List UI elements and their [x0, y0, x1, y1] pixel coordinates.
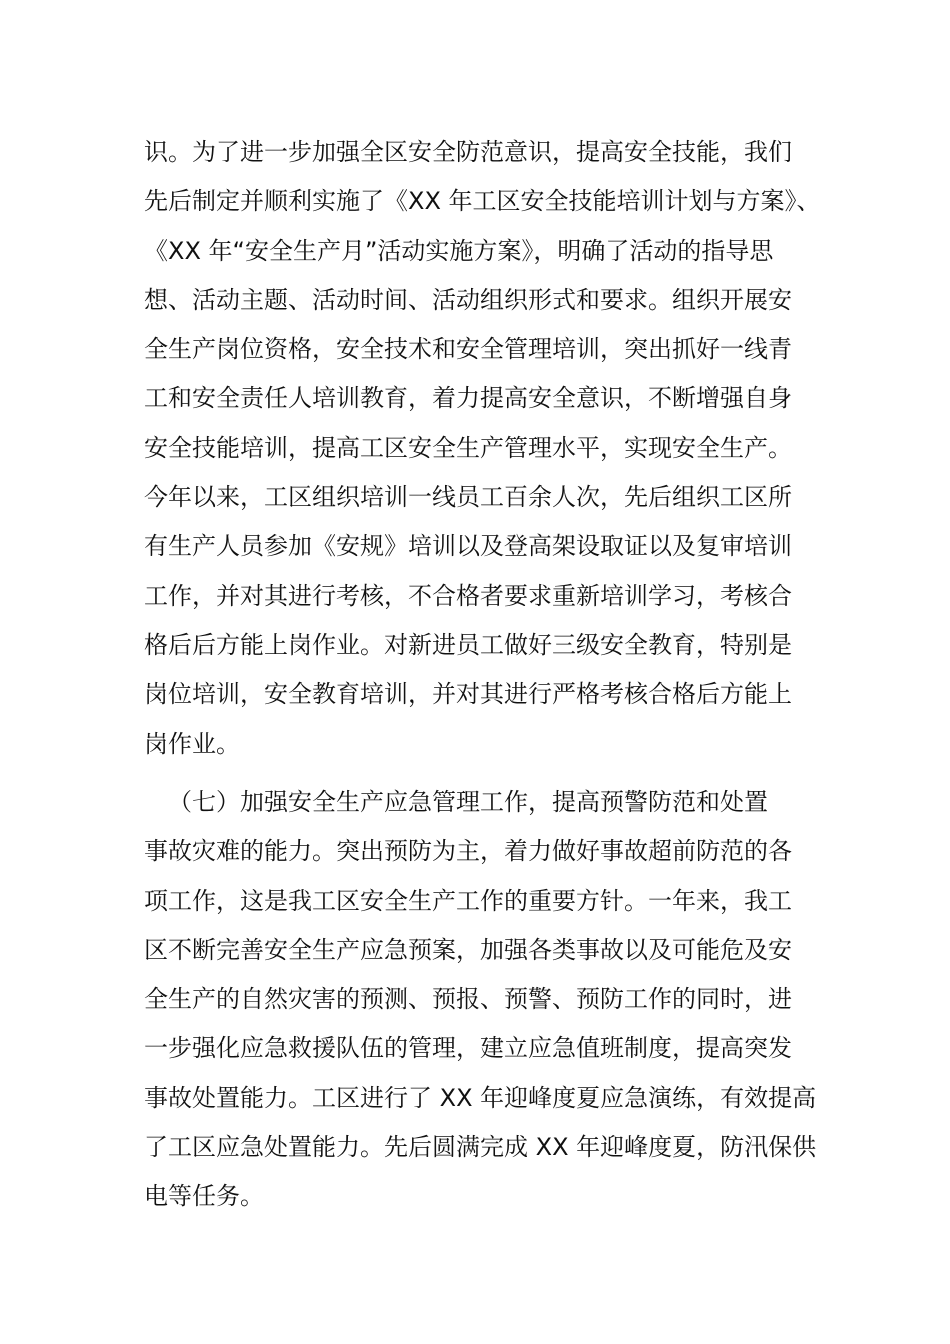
- text-line: 岗位培训，安全教育培训，并对其进行严格考核合格后方能上: [144, 680, 792, 709]
- text-line: 今年以来，工区组织培训一线员工百余人次，先后组织工区所: [144, 483, 792, 512]
- text-line: 了工区应急处置能力。先后圆满完成 XX 年迎峰度夏，防汛保供: [144, 1133, 817, 1162]
- text-line: 工和安全责任人培训教育，着力提高安全意识，不断增强自身: [144, 384, 792, 413]
- text-line: 电等任务。: [144, 1182, 264, 1211]
- text-line: 工作，并对其进行考核，不合格者要求重新培训学习，考核合: [144, 581, 792, 610]
- text-line: 项工作，这是我工区安全生产工作的重要方针。一年来，我工: [144, 886, 792, 915]
- text-line: 有生产人员参加《安规》培训以及登高架设取证以及复审培训: [144, 532, 792, 561]
- text-line: 全生产岗位资格，安全技术和安全管理培训，突出抓好一线青: [144, 335, 792, 364]
- paragraph-emergency-management: [144, 778, 817, 1222]
- text-line: 识。为了进一步加强全区安全防范意识，提高安全技能，我们: [144, 138, 792, 166]
- text-line: 事故灾难的能力。突出预防为主，着力做好事故超前防范的各: [144, 837, 792, 866]
- paragraph-heading-line: （七）加强安全生产应急管理工作，提高预警防范和处置: [168, 788, 768, 816]
- text-line: 格后后方能上岗作业。对新进员工做好三级安全教育，特别是: [144, 630, 792, 659]
- text-line: 《XX 年“安全生产月”活动实施方案》，明确了活动的指导思: [144, 236, 774, 265]
- paragraph-training: [144, 128, 821, 769]
- text-line: 想、活动主题、活动时间、活动组织形式和要求。组织开展安: [144, 285, 792, 314]
- text-line: 先后制定并顺利实施了《XX 年工区安全技能培训计划与方案》、: [144, 187, 821, 216]
- text-line: 安全技能培训，提高工区安全生产管理水平，实现安全生产。: [144, 433, 792, 462]
- text-line: 一步强化应急救援队伍的管理，建立应急值班制度，提高突发: [144, 1034, 792, 1063]
- text-line: 事故处置能力。工区进行了 XX 年迎峰度夏应急演练，有效提高: [144, 1083, 817, 1112]
- text-line: 区不断完善安全生产应急预案，加强各类事故以及可能危及安: [144, 935, 792, 964]
- text-line: 岗作业。: [144, 729, 240, 758]
- text-line: 全生产的自然灾害的预测、预报、预警、预防工作的同时，进: [144, 985, 792, 1014]
